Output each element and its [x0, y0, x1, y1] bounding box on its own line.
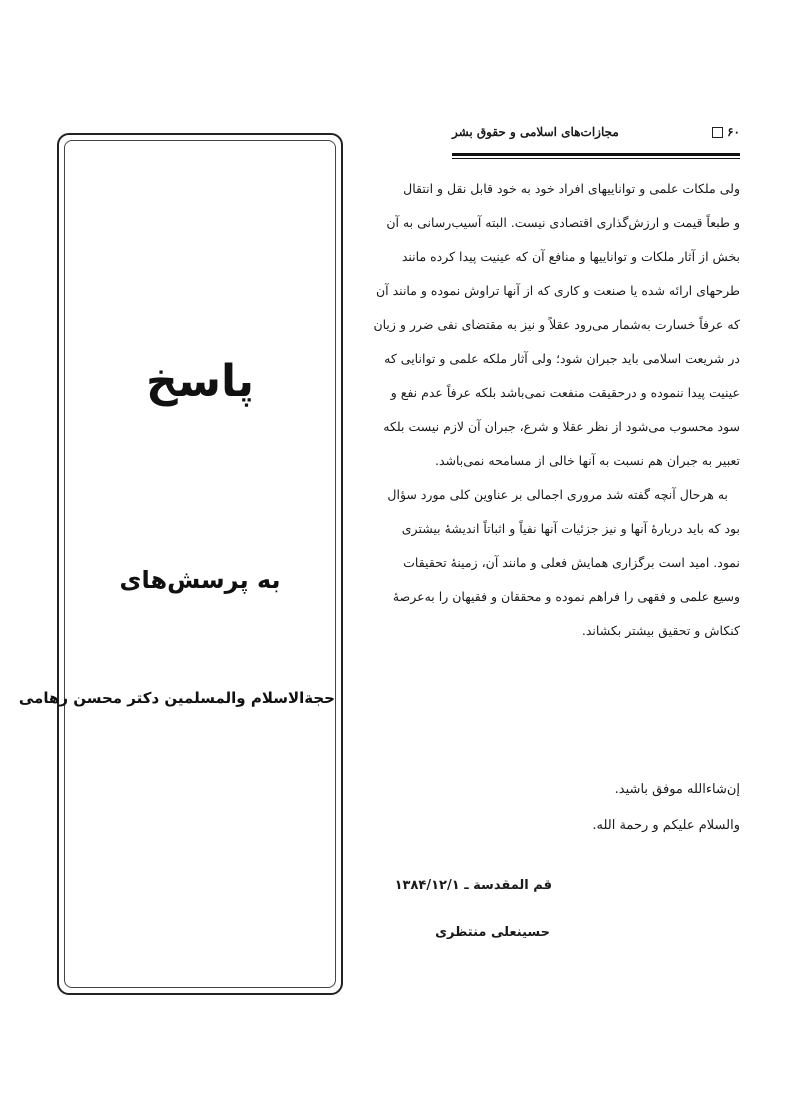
body-text: [373, 172, 740, 648]
cover-subtitle: به پرسش‌های: [119, 566, 281, 594]
cover-frame: [18, 133, 343, 995]
closing-salutation: والسلام علیکم و رحمة الله.: [592, 818, 740, 833]
text-line: ولی ملکات علمی و تواناییهای افراد خود به خود قابل نقل و انتقال: [403, 181, 740, 196]
text-line: سود محسوب می‌شود از نظر عقلا و شرع، جبران آن لازم نیست بلکه: [383, 419, 740, 434]
page-header: [452, 123, 740, 143]
text-line: در شریعت اسلامی باید جبران شود؛ ولی آثار ملکه علمی و توانایی که: [384, 351, 740, 366]
header-rule-thick: [452, 153, 740, 156]
square-bullet-icon: [712, 127, 723, 138]
signature-name: حسینعلی منتظری: [435, 925, 550, 940]
closing-wish: إن‌شاءالله موفق باشید.: [614, 782, 740, 797]
running-title: مجازات‌های اسلامی و حقوق بشر: [452, 125, 619, 139]
text-line: طرحهای ارائه شده یا صنعت و کاری که از آنها تراوش نموده و مانند آن: [375, 283, 740, 298]
text-line: بخش از آثار ملکات و تواناییها و منافع آن که عینیت پیدا کرده مانند: [401, 249, 740, 264]
text-line: کنکاش و تحقیق بیشتر بکشاند.: [581, 623, 740, 638]
text-line: که عرفاً خسارت به‌شمار می‌رود عقلاً و نیز به مقتضای نفی ضرر و زیان: [373, 317, 740, 332]
place-date: قم المقدسة ـ ۱۳۸۴/۱۲/۱: [394, 878, 552, 893]
text-line: وسیع علمی و فقهی را فراهم نموده و محققان و فقیهان را به‌عرصهٔ: [392, 589, 740, 604]
text-line: تعبیر به جبران هم نسبت به آنها خالی از مسامحه نمی‌باشد.: [434, 453, 740, 468]
page-number-group: [708, 125, 740, 139]
text-line: به هرحال آنچه گفته شد مروری اجمالی بر عناوین کلی مورد سؤال: [387, 487, 728, 502]
text-line: نمود. امید است برگزاری همایش فعلی و مانند آن، زمینهٔ تحقیقات: [403, 555, 740, 570]
cover-title: پاسخ: [145, 356, 255, 407]
cover-frame-inner: [18, 140, 336, 988]
text-line: بود که باید دربارهٔ آنها و نیز جزئیات آنها نفیاً و اثباتاً اندیشهٔ بیشتری: [401, 521, 740, 536]
text-line: عینیت پیدا ننموده و درحقیقت منفعت نمی‌باشد بلکه عرفاً عدم نفع و: [390, 385, 740, 400]
header-rule-thin: [452, 158, 740, 159]
page-number: ۶۰: [727, 125, 740, 139]
text-line: و طبعاً قیمت و ارزش‌گذاری اقتصادی نیست. البته آسیب‌رسانی به آن: [386, 215, 740, 230]
cover-author: حجةالاسلام والمسلمین دکتر محسن رهامی: [18, 689, 335, 707]
